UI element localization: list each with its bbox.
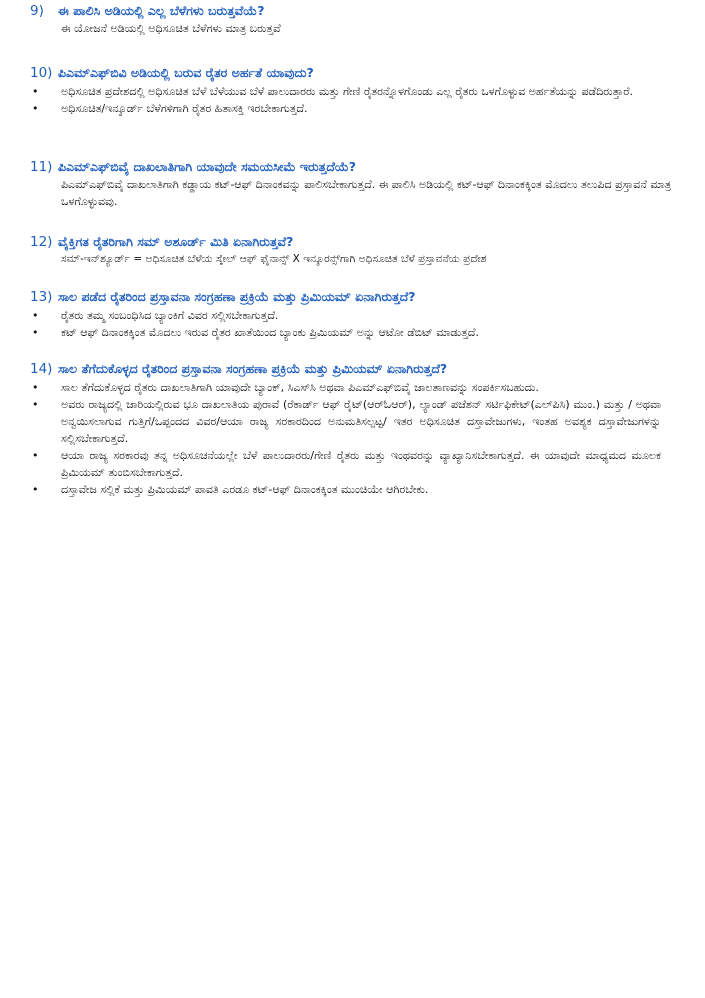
- answer-list: [30, 307, 670, 341]
- question-text: ವೈಕ್ತಿಗತ ರೈತರಿಗಾಗಿ ಸಮ್ ಅಶೂರ್ಡ್ ಮಿತಿ ಏನಾಗಿರುತ್ತವೆ?: [58, 234, 294, 249]
- bullet-icon: •: [32, 309, 39, 322]
- question-number: 10): [30, 65, 53, 81]
- answer-text: ಸಮ್-ಇನ್‌ಶ್ಯೂರ್ಡ್ = ಅಧಿಸೂಚಿತ ಬೆಳೆಯ ಸ್ಕೇಲ್ ಆಫ್ ಫೈನಾನ್ಸ್ X ಇನ್ಶೂರನ್ಸ್‌ಗಾಗಿ ಅಧಿಸೂಚಿತ ಬೆಳೆ ಪ್ರಸ್ತಾವನೆಯ ಪ್ರದೇಶ: [61, 253, 487, 265]
- question-text: ಈ ಪಾಲಿಸಿ ಅಡಿಯಲ್ಲಿ ಎಲ್ಲ ಬೆಳೆಗಳು ಬರುತ್ತವೆಯೆ?: [58, 3, 265, 18]
- list-item: • ಸಾಲ ತೆಗೆದುಕೊಳ್ಳದ ರೈತರು ದಾಖಲಾತಿಗಾಗಿ ಯಾವುದೇ ಬ್ಯಾಂಕ್, ಸಿಎಸ್‌ಸಿ ಅಥವಾ ಪಿಎಮ್‌ಎಫ್‌ಬಿವೈ ಜಾಲತಾಣವನ್ನು ಸಂಪರ್ಕಿಸಬಹುದು.: [32, 381, 539, 394]
- list-item: • ರೈತರು ತಮ್ಮ ಸಂಬಂಧಿಸಿದ ಬ್ಯಾಂಕಿಗೆ ವಿವರ ಸಲ್ಲಿಸಬೇಕಾಗುತ್ತದೆ.: [32, 309, 279, 322]
- faq-item-10: [30, 64, 670, 117]
- list-item: • ಆಯಾ ರಾಜ್ಯ ಸರಕಾರವು ತನ್ನ ಅಧಿಸೂಚನೆಯಲ್ಲೇ ಬೆಳೆ ಪಾಲುದಾರರು/ಗೇಣಿ ರೈತರು ಮತ್ತು ಇಂಥವರನ್ನು ವ್ಯಾಖ್ಯಾನಿಸಬೇಕಾಗುತ್ತದೆ. ಈ ಯಾವುದೇ ಮಾಧ್ಯಮದ ಮೂಲಕ ಪ್ರಿಮಿಯಮ್ ತುಂಬಿಸಬೇಕಾಗುತ್ತದೆ.: [32, 449, 661, 479]
- list-item: • ದಸ್ತಾವೇಜ ಸಲ್ಲಿಕೆ ಮತ್ತು ಪ್ರಿಮಿಯಮ್ ಪಾವತಿ ಎರಡೂ ಕಟ್-ಆಫ್ ದಿನಾಂಕಕ್ಕಿಂತ ಮುಂಚಿಯೇ ಆಗಿರಬೇಕು.: [32, 483, 429, 496]
- answer-list: [30, 83, 670, 117]
- bullet-icon: •: [32, 326, 39, 339]
- question-heading: [30, 288, 670, 306]
- question-text: ಸಾಲ ಪಡೆದ ರೈತರಿಂದ ಪ್ರಸ್ತಾವನಾ ಸಂಗ್ರಹಣಾ ಪ್ರಕ್ರಿಯೆ ಮತ್ತು ಪ್ರಿಮಿಯಮ್ ಏನಾಗಿರುತ್ತದೆ?: [58, 289, 416, 304]
- faq-item-9: [30, 2, 670, 37]
- faq-item-11: [30, 158, 670, 210]
- question-heading: [30, 158, 670, 176]
- question-heading: [30, 64, 670, 82]
- question-number: 14): [30, 361, 53, 377]
- bullet-icon: •: [32, 449, 39, 462]
- answer-text: ಈ ಯೋಜನೆ ಅಡಿಯಲ್ಲಿ ಅಧಿಸೂಚಿತ ಬೆಳೆಗಳು ಮಾತ್ರ ಬರುತ್ತವೆ: [61, 22, 281, 35]
- faq-item-12: [30, 233, 670, 268]
- bullet-icon: •: [32, 381, 39, 394]
- question-heading: [30, 360, 670, 378]
- faq-item-14: [30, 360, 670, 498]
- question-number: 11): [30, 159, 53, 175]
- question-text: ಪಿಎಮ್‌ಎಫ್‌ಬಿವಿ ಅಡಿಯಲ್ಲಿ ಬರುವ ರೈತರ ಅರ್ಹತೆ ಯಾವುದು?: [58, 65, 314, 80]
- bullet-icon: •: [32, 85, 39, 98]
- list-item: • ಅವರು ರಾಜ್ಯದಲ್ಲಿ ಜಾರಿಯಲ್ಲಿರುವ ಭೂ ದಾಖಲಾತಿಯ ಪುರಾವೆ (ರೆಕಾರ್ಡ್ ಆಫ್ ರೈಟ್(ಆರ್‌ಓಆರ್), ಲ್ಯಾಂಡ್ ಪಜೆಶನ್ ಸರ್ಟಿಫಿಕೇಟ್(ಎಲ್‌ಪಿಸಿ) ಮುಂ.) ಮತ್ತು / ಅಥವಾ ಅನ್ವಯಿಸಲಾಗುವ ಗುತ್ತಿಗೆ/ಒಪ್ಪಂದದ ವಿವರ/ಆಯಾ ರಾಜ್ಯ ಸರಕಾರದಿಂದ ಅನುಮತಿಸಲ್ಪಟ್ಟ/ ಇತರ ಅಧಿಸೂಚಿತ ದಸ್ತಾವೇಜುಗಳು, ಇಂತಹ ಅವಶ್ಯಕ ದಸ್ತಾವೇಜುಗಳನ್ನು ಸಲ್ಲಿಸಬೇಕಾಗುತ್ತದೆ.: [32, 398, 661, 445]
- bullet-icon: •: [32, 483, 39, 496]
- question-heading: [30, 233, 670, 251]
- answer-list: [30, 379, 670, 498]
- question-number: 13): [30, 289, 53, 305]
- list-item: • ಅಧಿಸೂಚಿತ/ಇನ್ಶೂರ್ಡ್ ಬೆಳೆಗಳಿಗಾಗಿ ರೈತರ ಹಿತಾಸಕ್ತಿ ಇರಬೇಕಾಗುತ್ತದೆ.: [32, 102, 308, 115]
- list-item: • ಕಟ್ ಆಫ್ ದಿನಾಂಕಕ್ಕಿಂತ ಮೊದಲು ಇರುವ ರೈತರ ಖಾತೆಯಿಂದ ಬ್ಯಾಂಕು ಪ್ರಿಮಿಯಮ್ ಅನ್ನು ಆಟೋ ಡೆಬಿಟ್ ಮಾಡುತ್ತದೆ.: [32, 326, 479, 339]
- question-heading: [30, 2, 670, 20]
- faq-item-13: [30, 288, 670, 341]
- bullet-icon: •: [32, 102, 39, 115]
- question-number: 12): [30, 234, 53, 250]
- list-item: • ಅಧಿಸೂಚಿತ ಪ್ರದೇಶದಲ್ಲಿ ಅಧಿಸೂಚಿತ ಬೆಳೆ ಬೆಳೆಯುವ ಬೆಳೆ ಪಾಲುದಾರರು ಮತ್ತು ಗೇಣಿ ರೈತರನ್ನೊಳಗೊಂಡು ಎಲ್ಲ ರೈತರು ಒಳಗೊಳ್ಳುವ ಅರ್ಹತೆಯನ್ನು ಪಡೆದಿರುತ್ತಾರೆ.: [32, 85, 633, 98]
- question-text: ಸಾಲ ತೆಗೆದುಕೊಳ್ಳದ ರೈತರಿಂದ ಪ್ರಸ್ತಾವನಾ ಸಂಗ್ರಹಣಾ ಪ್ರಕ್ರಿಯೆ ಮತ್ತು ಪ್ರಿಮಿಯಮ್ ಏನಾಗಿರುತ್ತದೆ?: [58, 361, 448, 376]
- question-text: ಪಿಎಮ್‌ಎಫ್‌ಬಿವೈ ದಾಖಲಾತಿಗಾಗಿ ಯಾವುದೇ ಸಮಯಸೀಮೆ ಇರುತ್ತದೆಯೆ?: [58, 159, 357, 174]
- answer-text: ಪಿಎಮ್‌ಎಫ್‌ಬಿವೈ ದಾಖಲಾತಿಗಾಗಿ ಕಡ್ಡಾಯ ಕಟ್-ಆಫ್ ದಿನಾಂಕವನ್ನು ಪಾಲಿಸಬೇಕಾಗುತ್ತದೆ. ಈ ಪಾಲಿಸಿ ಅಡಿಯಲ್ಲಿ ಕಟ್-ಆಫ್ ದಿನಾಂಕಕ್ಕಿಂತ ಮೊದಲು ತಲುಪಿದ ಪ್ರಸ್ತಾವನೆ ಮಾತ್ರ ಒಳಗೊಳ್ಳುವವು.: [61, 178, 672, 208]
- question-number: 9): [30, 3, 44, 19]
- bullet-icon: •: [32, 398, 39, 411]
